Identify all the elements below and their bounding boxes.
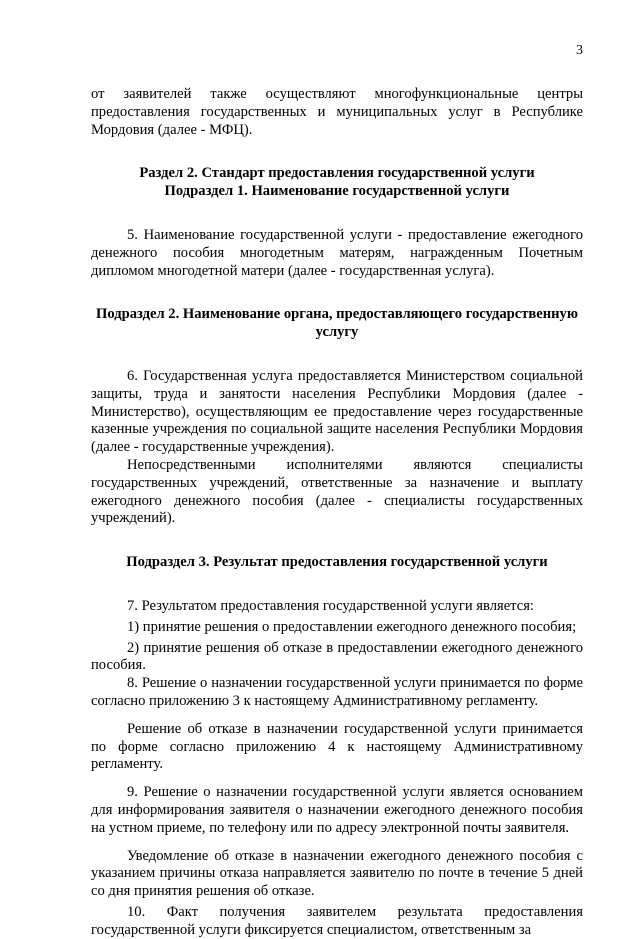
paragraph-7-item-1: 1) принятие решения о предоставлении ежегодного денежного пособия; xyxy=(127,618,577,635)
paragraph-8: 8. Решение о назначении государственной услуги принимается по форме согласно приложению 3 к настоящему Административному регламенту. xyxy=(91,675,583,709)
subsection-2-heading: Подраздел 2. Наименование органа, предоставляющего государственную услугу xyxy=(95,306,579,341)
paragraph-8-refusal: Решение об отказе в назначении государственной услуги принимается по форме согласно приложению 4 к настоящему Административному регламенту. xyxy=(91,720,583,773)
paragraph-7-item-2: 2) принятие решения об отказе в предоставлении ежегодного денежного пособия. xyxy=(91,639,583,674)
intro-paragraph: от заявителей также осуществляют многофункциональные центры предоставления государственных и муниципальных услуг в Республике Мордовия (далее - МФЦ). xyxy=(91,86,583,138)
paragraph-9-refusal-notice: Уведомление об отказе в назначении ежегодного денежного пособия с указанием причины отказа направляется заявителю по почте в течение 5 дней со дня принятия решения об отказе. xyxy=(91,847,583,900)
paragraph-7: 7. Результатом предоставления государственной услуги является: xyxy=(127,597,534,614)
paragraph-6: 6. Государственная услуга предоставляется Министерством социальной защиты, труда и занятости населения Республики Мордовия (далее - Министерство), осуществляющим ее предоставление через государственные казенные учреждения по социальной защите населения Республики Мордовия (далее - государственные учреждения). xyxy=(91,367,583,456)
page-number: 3 xyxy=(576,43,583,58)
paragraph-9: 9. Решение о назначении государственной услуги является основанием для информирования заявителя о назначении ежегодного денежного пособия на устном приеме, по телефону или по адресу электронной почты заявителя. xyxy=(91,784,583,836)
paragraph-5: 5. Наименование государственной услуги - предоставление ежегодного денежного пособия многодетным матерям, награжденным Почетным дипломом многодетной матери (далее - государственная услуга). xyxy=(91,226,583,279)
subsection-3-heading: Подраздел 3. Результат предоставления государственной услуги xyxy=(126,554,548,571)
paragraph-10: 10. Факт получения заявителем результата предоставления государственной услуги фиксируется специалистом, ответственным за xyxy=(91,903,583,938)
subsection-1-heading: Подраздел 1. Наименование государственной услуги xyxy=(164,183,510,200)
paragraph-6-executors: Непосредственными исполнителями являются специалисты государственных учреждений, ответственные за назначение и выплату ежегодного денежного пособия (далее - специалисты государственных учреждений). xyxy=(91,456,583,527)
document-body xyxy=(91,86,583,939)
section-2-heading: Раздел 2. Стандарт предоставления государственной услуги xyxy=(139,165,535,182)
